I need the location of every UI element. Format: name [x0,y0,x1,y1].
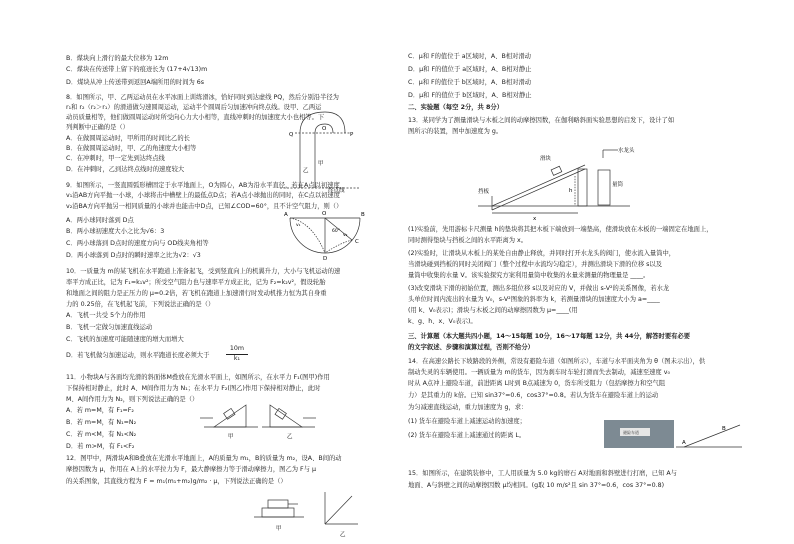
q12-stem-1: 12．图甲中，两滑块A和B叠放在光滑水平地面上，A的质量为 m₁，B的质量为 m₂，设A、B间的动 [66,455,342,462]
q8-option-b: B．在做圆周运动时，甲、乙的角速度大小相等 [66,145,197,152]
q8-label-p: P [350,132,354,138]
q12-option-4: D．μ和 F的值位于 b区域时，A、B相对静止 [408,92,532,99]
q7-option-d: D．煤块从冲上传送带到返回A端所用的时间为 6s [66,79,205,86]
q14-sub-1: (1) 货车在避险车道上减速运动的加速度； [408,418,526,425]
q10-stem-3: 和地面之间的阻力是正压力的 μ=0.2倍，若飞机在跑道上加速滑行时发动机推力恒为其自身重 [66,290,327,297]
q14-label-b: B [722,426,726,432]
q8-stem-1: 8．如图所示，甲、乙两运动员在水平冰面上训练滑冰，恰好同时到达虚线 PQ，然后分别沿半径为 [66,94,339,101]
q8-option-c: C．在冲刺时，甲一定先到达终点线 [66,155,165,162]
q13-stem-2: 图所示的装置，图中加速度为 g。 [408,128,503,135]
q11-option-a: A．若 m=M，有 F₁=F₂ [66,407,134,414]
q9-label-v2: v₂ [343,233,348,238]
q11-label-jia: 甲 [228,434,234,440]
q9-label-angle: 60° [332,229,340,234]
q9-stem-1: 9．如图所示，一竖直圆弧形槽固定于水平地面上，O为圆心，AB为沿水平直径，若在A点以初速度 [66,182,340,189]
q8-label-jia: 甲 [318,161,324,167]
q9-label-b: B [361,212,365,218]
q13-label-slider: 滑块 [540,156,552,162]
q13-label-cylinder: 量筒 [612,182,624,188]
q15-stem-1: 15．如图所示，在建筑装修中，工人用质量为 5.0 kg的磨石 A对地面和斜壁进行打磨，已知 A与 [408,470,677,477]
q8-label-finish: 终点线 [328,188,345,194]
section-3-heading: 三、计算题（本大题共四小题，14～15每题 10分，16～17每题 12分，共 44分，解答时要有必要 [408,333,691,340]
q13-step-7: 头单位时间内流出的水量为 V₀，s-V²图象的斜率为 k，若测量滑块的加速度大小为 a=____ [408,296,660,303]
q14-stem-4: 力）是其重力的 k倍。已知 sin37°=0.6，cos37°=0.8。若认为货车在避险车道上的运动 [408,392,659,399]
q12-option-1: C．μ和 F的值位于 a区域时，A、B相对滑动 [408,53,531,60]
q12-option-3: C．μ和 F的值位于 b区域时，A、B相对滑动 [408,79,532,86]
q14-stem-2: 制动失灵的车辆使用。一辆质量为 m的货车，因为刹车时车轮打滑而失去制动，减速至速度 v₀ [408,369,670,376]
q7-option-b: B．煤块向上滑行的最大位移为 12m [66,55,169,62]
q10-stem-4: 力的 0.25倍，在飞机起飞前，下列说法正确的是（） [66,301,215,308]
q14-stem-3: 时从 A点冲上避险车道，前进距离 L时到 B点减速为 0，货车所受阻力（包括摩擦力和空气阻 [408,380,666,387]
q11-stem-3: M、A间作用力为 N₂，则下列说法正确的是（） [66,396,199,403]
q12-label-yi: 乙 [340,532,346,538]
q11-option-d: D．若 m>M，有 F₁<F₂ [66,443,135,450]
q13-step-9: k、g、h、x、V₀表示)。 [408,318,477,325]
q8-label-yi: 乙 [303,168,309,174]
q8-option-d: D．在冲刺时，乙到达终点线时的速度较大 [66,166,185,173]
q11-option-c: C．若 m<M，有 N₁<N₂ [66,431,137,438]
q12-stem-3: 的关系图象，其直线方程为 F = m₁(m₁+m₂)g/m₂ · μ，下列说法正确的是（） [66,478,287,485]
q8-label-q: Q [289,132,294,138]
q8-stem-4: 列判断中正确的是（） [66,124,129,131]
section-2-heading: 二、实验题（每空 2分，共 8分） [408,104,504,111]
q13-apparatus-figure [478,150,630,213]
q13-step-2: 同时测得垫块与挡板之间的水平距离为 x。 [408,237,528,244]
q12-stem-2: 摩擦因数为 μ，作用在 A上的水平拉力为 F，最大静摩擦力等于滑动摩擦力，图乙为 F与 μ [66,466,316,473]
q11-label-yi: 乙 [287,434,293,440]
q10-frac-denominator: k₁ [226,354,248,364]
q10-option-d: D．若飞机做匀加速运动，则水平跑道长度必须大于 [66,352,210,359]
q14-sign-text: 避险车道 [623,430,639,435]
q8-stem-2: r₁和 r₂（r₂＞r₁）的滑道做匀速圆周运动，运动半个圆周后匀加速冲向终点线。设甲、乙两运 [66,104,322,111]
q13-step-3: (2)实验时，让滑块从木板上的某处自由静止释放，并同时打开水龙头的阀门，使水流入量筒中， [408,250,676,257]
q9-option-b: B．两小球初速度大小之比为√6：3 [66,228,165,235]
q14-stem-1: 14．在高速公路长下坡路段的外侧，常设有避险车道（如图所示），车道与水平面夹角为 θ（图未示出），供 [408,358,706,365]
q9-label-d: D [323,256,328,262]
q13-step-8: (用 k、V₀表示)；滑块与木板之间的动摩擦因数为 μ=____(用 [408,307,578,314]
q9-option-a: A．两小球同时落到 D点 [66,217,134,224]
q9-label-v1: v₁ [296,223,301,228]
q14-sub-2: (2) 货车在避险车道上减速通过的距离 L。 [408,432,526,439]
q9-stem-2: v₁沿AB方向平抛一小球，小球将击中槽壁上的最低点D点；若A点小球抛出的同时，在C点以初速度 [66,192,341,199]
q10-option-c: C．飞机的加速度可能随速度的增大而增大 [66,336,184,343]
q13-label-board: 挡板 [478,189,490,195]
q13-stem-1: 13．某同学为了测量滑块与木板之间的动摩擦因数，在伽利略斜面实验思想的启发下，设计了如 [408,117,675,124]
q15-stem-2: 地面、A与斜壁之间的动摩擦因数 μ均相同。(g取 10 m/s²且 sin 37°=0.6，cos 37°=0.8) [408,482,665,489]
q9-label-o: O [322,211,327,217]
q12-option-2: D．μ和 F的值位于 a区域时，A、B相对静止 [408,66,532,73]
q9-option-c: C．两小球落到 D点时的速度方向与 OD线夹角相等 [66,240,209,247]
section-3-heading-cont: 的文字叙述、步骤和演算过程，否则不给分） [408,344,534,351]
q13-step-6: (3)改变滑块下滑的初始位置，测出多组位移 s以及对应的 V，并做出 s-V²的关系图像，若水龙 [408,285,670,292]
q8-option-a: A．在做圆周运动时，甲所用的时间比乙的长 [66,135,190,142]
q10-stem-1: 10．一质量为 m的某飞机在水平跑道上准备起飞，受到竖直向上的机翼升力，大小与飞机运动的速 [66,268,341,275]
q13-label-x: x [533,216,537,222]
q10-option-b: B．飞机一定做匀加速直线运动 [66,324,153,331]
q8-stem-3: 动员质量相等，他们做圆周运动时所受向心力大小相等，直线冲刺时的加速度大小也相等。下 [66,114,325,121]
q13-label-tap: 水龙头 [618,148,635,154]
q13-step-4: 当滑块碰到挡板的同时关闭阀门（整个过程中水流均匀稳定），并测出滑块下滑的位移 s以及 [408,261,663,268]
q10-option-a: A．飞机一共受 5个力的作用 [66,312,146,319]
q14-ramp-figure [676,425,742,447]
q9-option-d: D．两小球落到 D点时的瞬时速率之比为√2：√3 [66,252,201,259]
q13-label-h: h [569,188,573,194]
q7-option-c: C．煤块在传送带上留下的痕迹长为 (17+4√13)m [66,66,208,73]
q11-stem-1: 11．小物块A与各面均光滑的斜面体M叠放在光滑水平面上，如图所示，在水平力 F₁(图甲)作用 [66,374,330,381]
q10-stem-2: 率平方成正比，记为 F₁=k₁v²；所受空气阻力也与速率平方成正比，记为 F₂=k₂v²，假设轮胎 [66,279,326,286]
q9-stem-3: v₂沿BA方向平抛另一相同质量的小球并也能击中D点，已知∠COD=60°，且不计空气阻力，则（） [66,203,343,210]
q10-frac-numerator: 10m [229,345,245,352]
q9-label-a: A [284,212,288,218]
q11-option-b: B．若 m=M，有 N₁=N₂ [66,419,137,426]
q9-label-c: C [355,239,359,245]
q12-label-jia: 甲 [276,526,282,532]
q13-step-5: 量筒中收集的水量 V。该实验探究方案利用量筒中收集的水量来测量的物理量是 ____。 [408,272,650,279]
q8-label-o: O [322,126,327,132]
q14-stem-5: 为匀减速直线运动，重力加速度为 g，求： [408,404,528,411]
q11-stem-2: 下保持相对静止，此时 A、M间作用力为 N₁；在水平力 F₂(图乙)作用下保持相对静止，此时 [66,385,321,392]
q14-label-a: A [682,440,686,446]
q13-step-1: (1)实验前，先用游标卡尺测量 h的垫块将其把木板下端放到一端垫高，使滑块放在木板的一端固定在地面上， [408,226,713,233]
